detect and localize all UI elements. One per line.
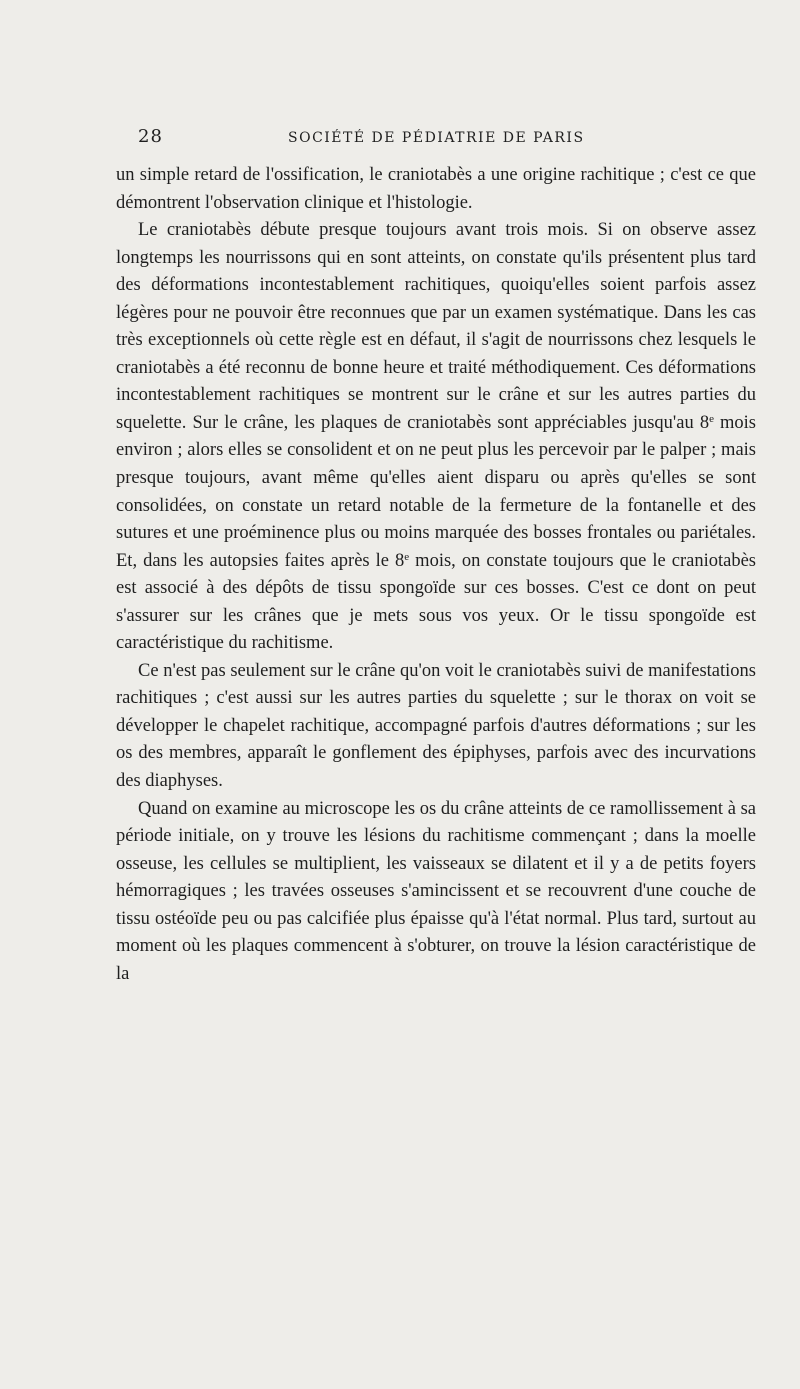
paragraph-1: un simple retard de l'ossification, le craniotabès a une origine rachitique ; c'est ce que démontrent l'observation clinique et l'histologie. — [116, 165, 756, 213]
paragraph-2-part-2: mois environ ; alors elles se consolident et on ne peut plus les percevoir par le palper ; mais presque toujours, avant même qu'elles aient disparu ou après qu'elles se sont consolidées, on constate un retard notable de la fermeture de la fontanelle et des sutures et une proéminence plus ou moins marquée des bosses frontales ou pariétales. Et, dans les autopsies faites après le — [116, 412, 757, 571]
month-numeral: 8 — [699, 412, 710, 433]
paragraph-4: Quand on examine au microscope les os du crâne atteints de ce ramollissement à sa période initiale, on y trouve les lésions du rachitisme commençant ; dans la moelle osseuse, les cellules se multiplient, les vaisseaux se dilatent et il y a de petits foyers hémorragiques ; les travées osseuses s'amincissent et se recouvrent d'une couche de tissu ostéoïde peu ou pas calcifiée plus épaisse qu'à l'état normal. Plus tard, surtout au moment où les plaques commencent à s'obturer, on trouve la lésion caractéristique de la — [116, 798, 756, 984]
paragraph-2-part-1: Le craniotabès débute presque toujours avant trois mois. Si on observe assez longtemps les nourrissons qui en sont atteints, on constate qu'ils présentent plus tard des déformations incontestablement rachitiques, quoiqu'elles soient parfois assez légères pour ne pouvoir être reconnues que par un examen systématique. Dans les cas très exceptionnels où cette règle est en défaut, il s'agit de nourrissons chez lesquels le craniotabès a été reconnu de bonne heure et traité méthodiquement. Ces déformations incontestablement rachitiques se montrent sur le crâne et sur les autres parties du squelette. Sur le crâne, les plaques de craniotabès sont appréciables jusqu'au — [116, 220, 756, 433]
ordinal-suffix: e — [709, 412, 714, 425]
month-numeral-2: 8 — [395, 550, 405, 571]
ordinal-suffix-2: e — [404, 550, 410, 563]
page-number: 28 — [138, 126, 163, 147]
paragraph-3: Ce n'est pas seulement sur le crâne qu'on voit le craniotabès suivi de manifestations rachitiques ; c'est aussi sur les autres parties du squelette ; sur le thorax on voit se développer le chapelet rachitique, accompagné parfois d'autres déformations ; sur les os des membres, apparaît le gonflement des épiphyses, parfois avec des incurvations des diaphyses. — [116, 660, 756, 792]
body-text — [116, 162, 756, 988]
paragraph-2 — [116, 217, 756, 658]
paragraph-2-part-3: mois, on constate toujours que le craniotabès est associé à des dépôts de tissu spongoïde sur ces bosses. C'est ce dont on peut s'assurer sur les crânes que je mets sous vos yeux. Or le tissu spongoïde est caractéristique du rachitisme. — [116, 550, 756, 654]
running-title: SOCIÉTÉ DE PÉDIATRIE DE PARIS — [288, 130, 585, 146]
page-header — [138, 126, 758, 154]
